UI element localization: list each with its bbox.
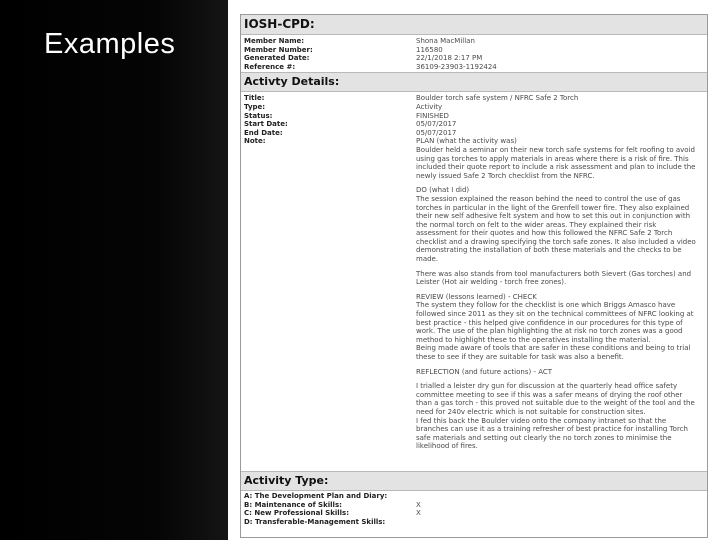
activity-label: Status: [244,111,273,120]
slide-title: Examples [44,28,176,60]
activity-row [241,120,707,129]
cpd-record-document [240,14,708,538]
activity-value: 05/07/2017 [416,120,457,129]
member-label: Reference #: [244,62,296,71]
iosh-cpd-header: IOSH-CPD: [241,15,707,35]
activity-row [241,129,707,138]
activity-type-header: Activity Type: [241,471,707,491]
activity-details [241,92,707,455]
note-heading-reflection: REFLECTION (and future actions) - ACT [416,367,553,376]
activity-label: Type: [244,102,266,111]
activity-type-mark: X [416,509,421,518]
note-paragraph: I fed this back the Boulder video onto the company intranet so that the branches can use it as a training refresher of best practice for installing Torch safe materials and setting out clearly the no torch zones to minimise the likelihood of fires. [416,416,688,451]
note-paragraph: Boulder held a seminar on their new torch safe systems for felt roofing to avoid using gas torches to apply materials in areas where there is a risk of fire. This included their quote report to include a risk assessment and plan to include the newly issued Safe 2 Torch checklist from the NFRC. [416,145,696,180]
member-row [241,37,707,46]
activity-type-mark: X [416,500,421,509]
activity-type-list [241,491,707,526]
activity-type-label: C: New Professional Skills: [244,509,350,518]
activity-value: Boulder torch safe system / NFRC Safe 2 Torch [416,94,579,103]
activity-type-row [241,492,707,501]
member-label: Generated Date: [244,54,310,63]
member-row [241,46,707,55]
member-value: 22/1/2018 2:17 PM [416,54,483,63]
note-paragraph: There was also stands from tool manufacturers both Sievert (Gas torches) and Leister (Hot air welding - torch free zones). [416,269,692,287]
note-label: Note: [244,137,266,146]
activity-type-label: A: The Development Plan and Diary: [244,491,388,500]
activity-row [241,112,707,121]
spacer [241,455,707,471]
activity-row [241,94,707,103]
activity-value: 05/07/2017 [416,128,457,137]
member-value: 36109-23903-1192424 [416,62,497,71]
note-paragraph: I trialled a leister dry gun for discussion at the quarterly head office safety committee meeting to see if this was a safer means of drying the roof other than a gas torch - this proved not suitable due to the weight of the tool and the need for 240v electric which is not suitable for construction sites. [416,382,695,416]
member-row [241,63,707,72]
note-paragraph: Being made aware of tools that are safer in these conditions and being to trial these to see if they are suitable for task was also a benefit. [416,344,691,361]
activity-type-label: B: Maintenance of Skills: [244,500,342,509]
member-details [241,35,707,72]
note-heading-plan: PLAN (what the activity was) [416,137,517,146]
member-label: Member Name: [244,37,305,45]
note-row [241,137,707,454]
member-value: Shona MacMillan [416,37,475,45]
note-heading-do: DO (what I did) [416,186,470,195]
activity-type-mark [416,492,707,501]
note-heading-review: REVIEW (lessons learned) - CHECK [416,292,537,301]
activity-type-row [241,501,707,510]
activity-row [241,103,707,112]
left-panel [0,0,228,540]
member-label: Member Number: [244,45,313,54]
activity-value: FINISHED [416,111,449,120]
activity-value: Activity [416,102,443,111]
member-row [241,54,707,63]
activity-label: Title: [244,94,265,103]
activity-details-header: Activty Details: [241,72,707,92]
activity-type-label: D: Transferable-Management Skills: [244,517,386,526]
activity-label: End Date: [244,128,283,137]
activity-type-row [241,509,707,518]
member-value: 116580 [416,45,443,54]
activity-type-mark [416,518,707,527]
note-body [416,137,707,454]
activity-type-row [241,518,707,527]
note-paragraph: The system they follow for the checklist is one which Briggs Amasco have followed since 2011 as they sit on the technical committees of NFRC looking at best practice - this helped give confidence in our procedures for this type of work. The use of the plan highlighting the at risk no torch zones was a good method to highlight these to the operatives installing the material. [416,301,694,344]
activity-label: Start Date: [244,120,288,129]
note-paragraph: The session explained the reason behind the need to control the use of gas torches in particular in the light of the Grenfell tower fire. They also explained their new self adhesive felt system and how to set this out in conjunction with the normal torch on felt to the wider areas. They explained their risk assessment for their quotes and how this followed the NFRC Safe 2 Torch checklist and a drawing specifying the torch safe zones. It also included a video demonstrating the installation of both these materials and the checks to be made. [416,194,696,264]
